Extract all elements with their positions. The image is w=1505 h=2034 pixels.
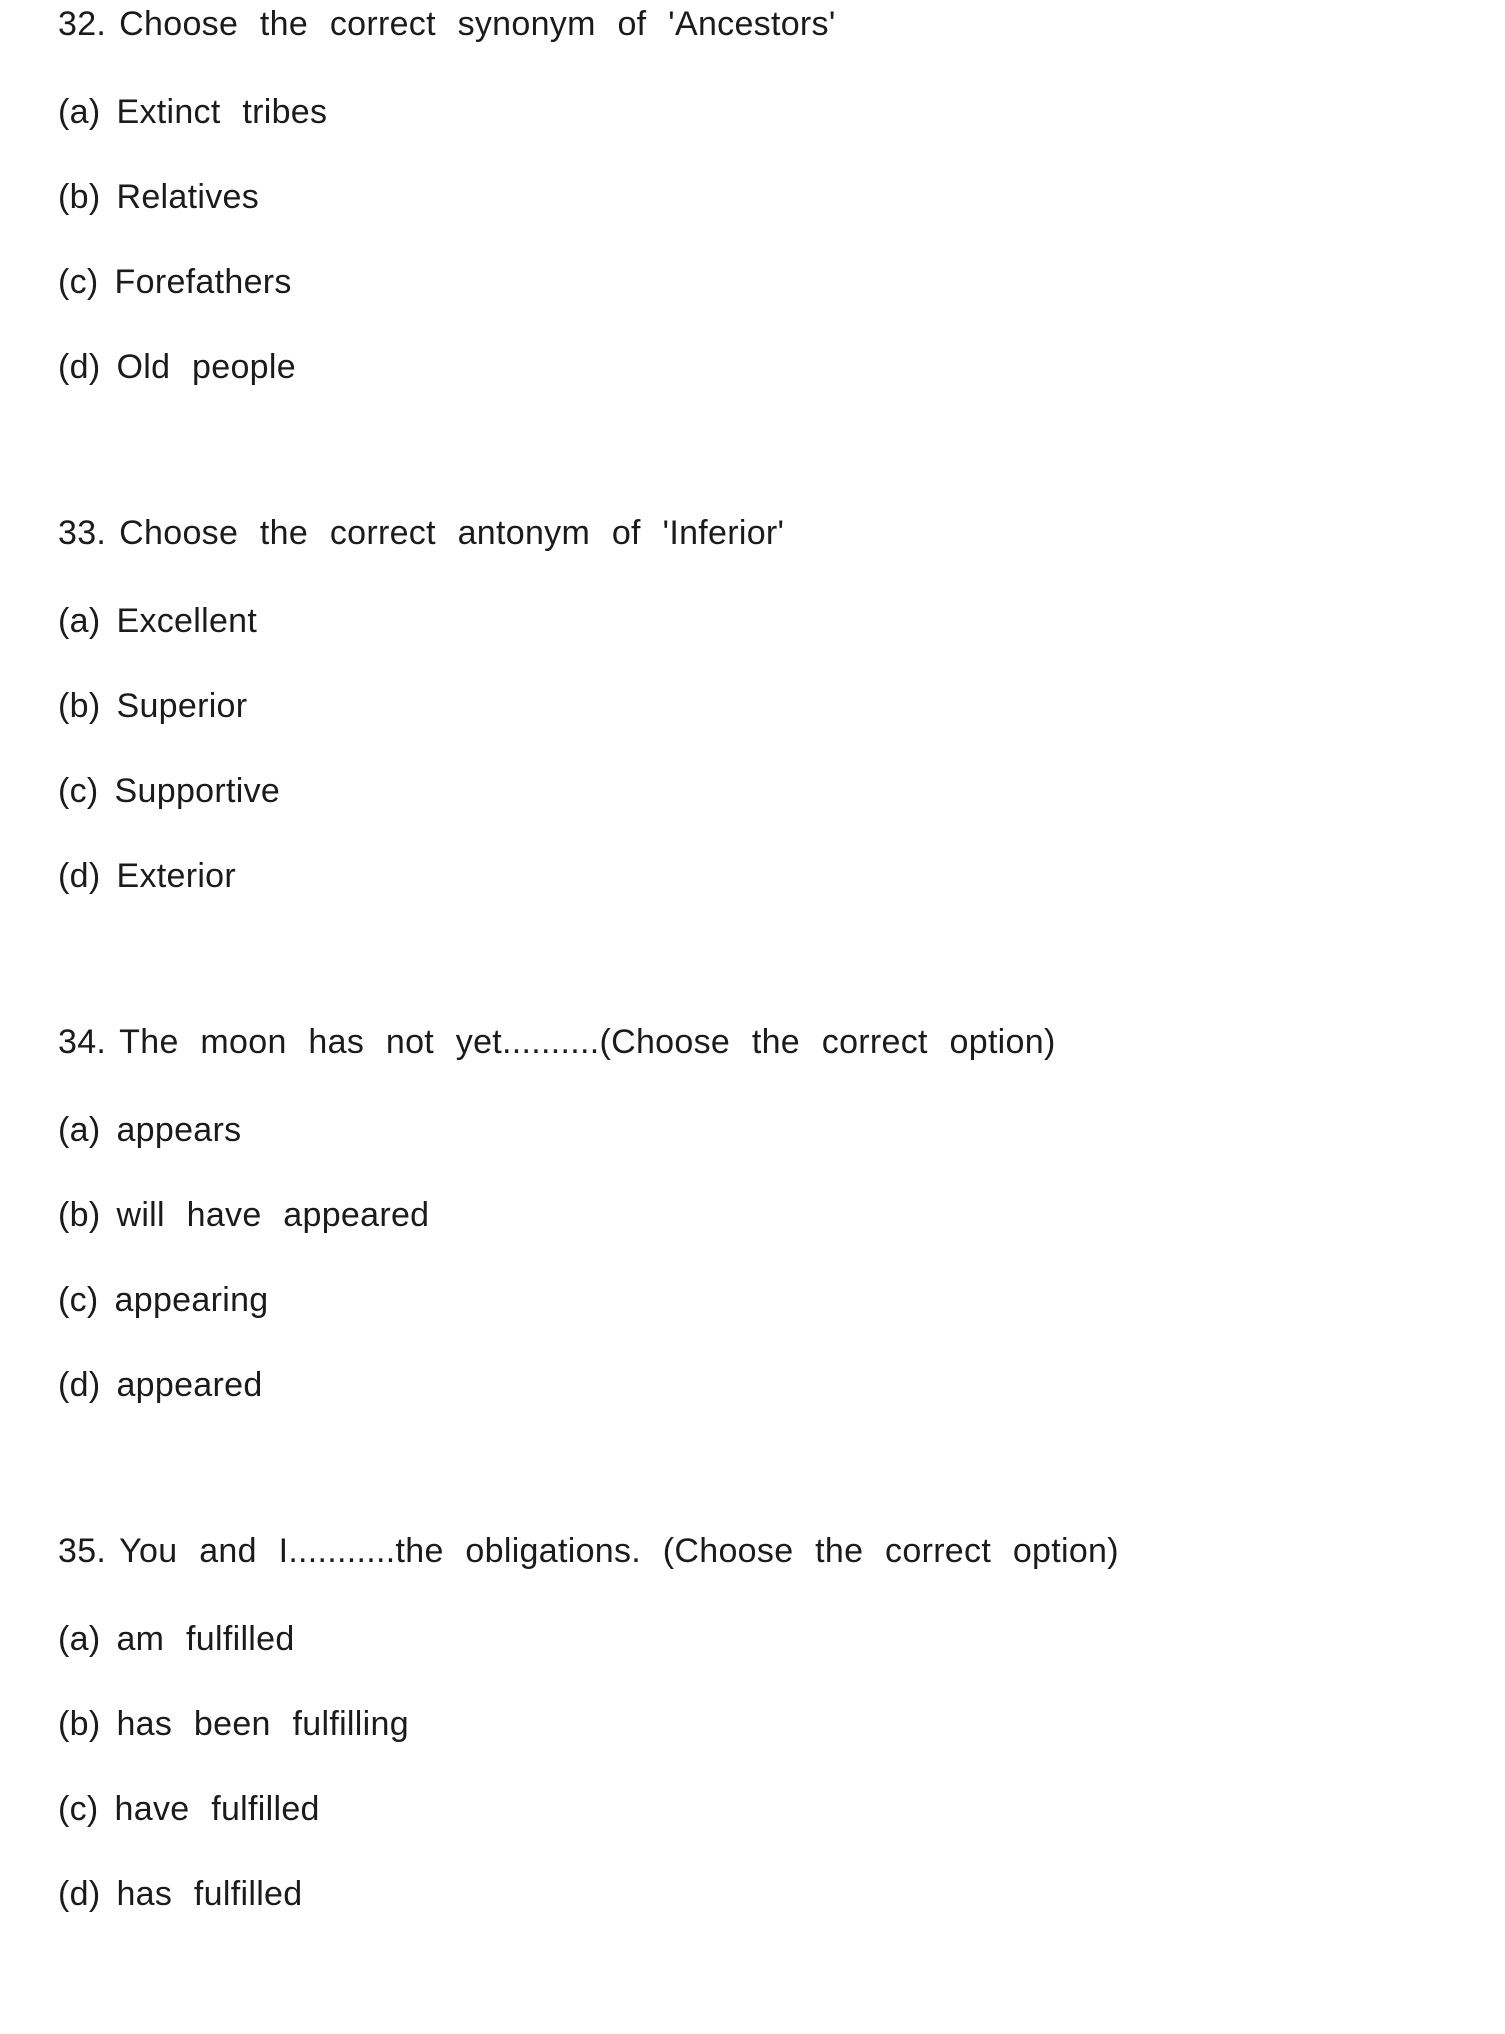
option-label: (d) — [58, 1875, 101, 1913]
question-number: 35. — [58, 1532, 107, 1570]
option-label: (d) — [58, 857, 101, 895]
option-label: (b) — [58, 178, 101, 216]
question-number: 34. — [58, 1023, 107, 1061]
question-text: You and I...........the obligations. (Choose the correct option) — [119, 1532, 1119, 1570]
question-text: Choose the correct synonym of 'Ancestors' — [119, 5, 836, 43]
option-label: (c) — [58, 772, 99, 810]
question-34 — [58, 1024, 1475, 1403]
option-c — [58, 264, 1475, 300]
option-label: (d) — [58, 1366, 101, 1404]
option-c — [58, 1282, 1475, 1318]
question-number: 32. — [58, 5, 107, 43]
question-35 — [58, 1533, 1475, 1912]
option-label: (a) — [58, 1620, 101, 1658]
option-label: (b) — [58, 1196, 101, 1234]
option-b — [58, 688, 1475, 724]
option-label: (b) — [58, 687, 101, 725]
question-text: Choose the correct antonym of 'Inferior' — [119, 514, 785, 552]
option-c — [58, 1791, 1475, 1827]
option-text: have fulfilled — [114, 1790, 320, 1828]
option-label: (a) — [58, 602, 101, 640]
option-label: (b) — [58, 1705, 101, 1743]
option-d — [58, 1876, 1475, 1912]
option-label: (c) — [58, 1790, 99, 1828]
option-text: will have appeared — [116, 1196, 430, 1234]
option-text: appeared — [116, 1366, 263, 1404]
question-line — [58, 1024, 1475, 1060]
option-b — [58, 1197, 1475, 1233]
option-label: (a) — [58, 1111, 101, 1149]
option-text: Superior — [116, 687, 248, 725]
question-line — [58, 515, 1475, 551]
option-text: Forefathers — [114, 263, 292, 301]
option-d — [58, 349, 1475, 385]
option-label: (d) — [58, 348, 101, 386]
option-d — [58, 1367, 1475, 1403]
option-text: has fulfilled — [116, 1875, 303, 1913]
question-number: 33. — [58, 514, 107, 552]
option-a — [58, 1621, 1475, 1657]
option-text: Extinct tribes — [116, 93, 328, 131]
option-text: Excellent — [116, 602, 258, 640]
question-text: The moon has not yet..........(Choose the correct option) — [119, 1023, 1056, 1061]
option-label: (a) — [58, 93, 101, 131]
question-32 — [58, 6, 1475, 385]
option-label: (c) — [58, 1281, 99, 1319]
option-text: appearing — [114, 1281, 269, 1319]
question-line — [58, 1533, 1475, 1569]
option-text: Old people — [116, 348, 296, 386]
option-text: Supportive — [114, 772, 281, 810]
option-text: am fulfilled — [116, 1620, 295, 1658]
option-text: has been fulfilling — [116, 1705, 409, 1743]
option-text: Relatives — [116, 178, 260, 216]
option-text: appears — [116, 1111, 242, 1149]
option-b — [58, 1706, 1475, 1742]
option-b — [58, 179, 1475, 215]
option-c — [58, 773, 1475, 809]
option-a — [58, 1112, 1475, 1148]
option-a — [58, 603, 1475, 639]
option-text: Exterior — [116, 857, 237, 895]
question-33 — [58, 515, 1475, 894]
option-d — [58, 858, 1475, 894]
question-line — [58, 6, 1475, 42]
option-label: (c) — [58, 263, 99, 301]
option-a — [58, 94, 1475, 130]
